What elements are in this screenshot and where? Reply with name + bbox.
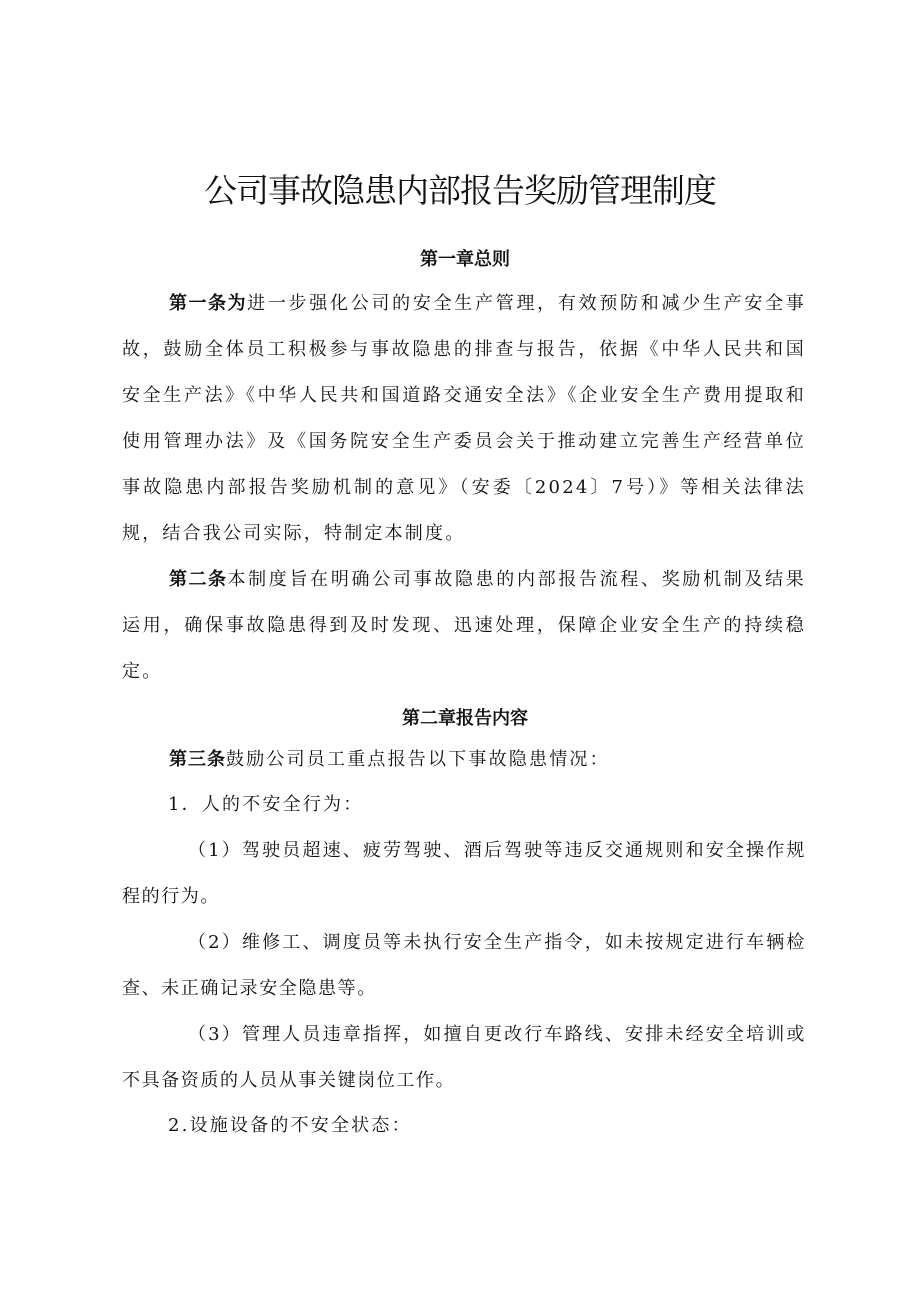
article-1-text: 进一步强化公司的安全生产管理，有效预防和减少生产安全事故，鼓励全体员工积极参与事故隐患的排查与报告，依据《中华人民共和国安全生产法》《中华人民共和国道路交通安全法》《企业安全生产费用提取和使用管理办法》及《国务院安全生产委员会关于推动建立完善生产经营单位事故隐患内部报告奖励机制的意见》（安委〔2024〕7号）》等相关法律法规，结合我公司实际，特制定本制度。 [122,293,807,544]
sub-item-2: （2）维修工、调度员等未执行安全生产指令，如未按规定进行车辆检查、未正确记录安全隐患等。 [122,932,806,999]
item-2-heading: 2.设施设备的不安全状态： [168,1115,412,1136]
sub-item-3: （3）管理人员违章指挥，如擅自更改行车路线、安排未经安全培训或不具备资质的人员从事关键岗位工作。 [122,1024,806,1091]
article-2-label: 第二条 [169,569,228,590]
article-3-label: 第三条 [169,749,226,770]
item-1-heading: 1．人的不安全行为： [168,794,364,815]
document-title: 公司事故隐患内部报告奖励管理制度 [204,171,716,210]
article-3 [122,737,806,783]
article-1 [122,281,806,557]
article-3-text: 鼓励公司员工重点报告以下事故隐患情况： [226,749,610,770]
article-2 [122,557,806,695]
sub-item-1: （1）驾驶员超速、疲劳驾驶、酒后驾驶等违反交通规则和安全操作规程的行为。 [122,840,806,907]
chapter-1-heading: 第一章总则 [420,249,510,270]
article-2-text: 本制度旨在明确公司事故隐患的内部报告流程、奖励机制及结果运用，确保事故隐患得到及时发现、迅速处理，保障企业安全生产的持续稳定。 [122,569,807,682]
article-1-label: 第一条为 [169,293,248,314]
chapter-2-heading: 第二章报告内容 [402,708,528,729]
